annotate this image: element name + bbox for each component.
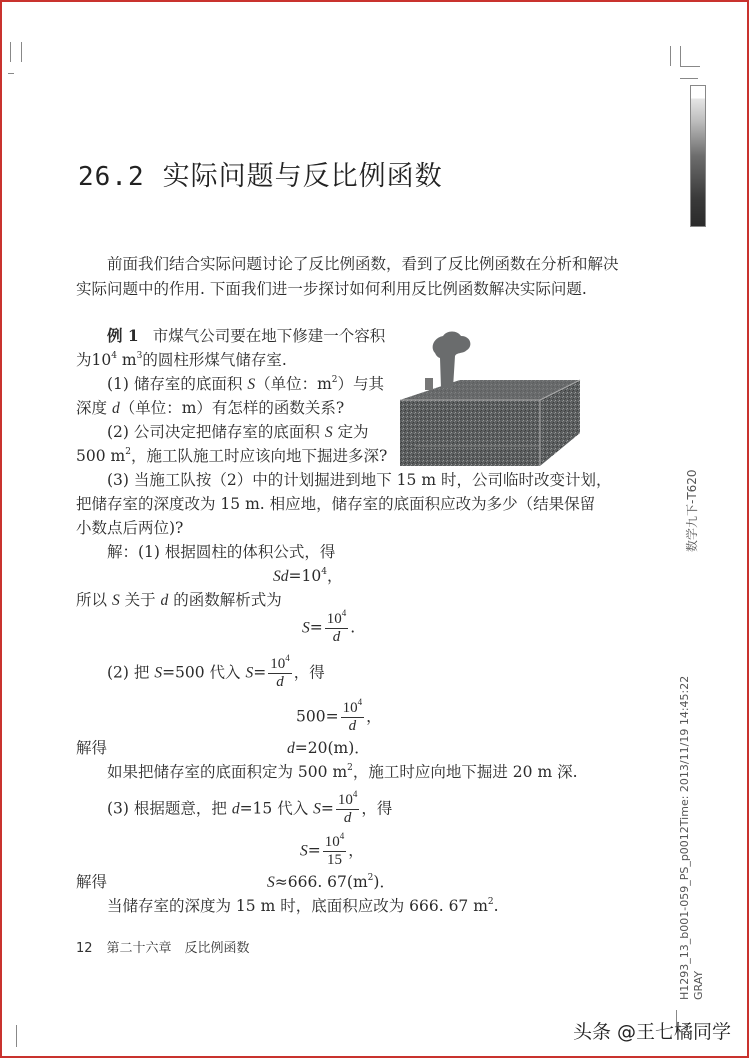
text: m [116, 351, 137, 369]
denominator: d [348, 718, 357, 734]
grayscale-calibration-bar [690, 85, 706, 227]
superscript: 4 [357, 697, 363, 707]
crop-mark-top-right [670, 46, 671, 66]
text: . [493, 897, 499, 915]
watermark: 头条 @王七橘同学 [572, 1021, 731, 1043]
text: 10 [326, 611, 342, 627]
numerator [325, 608, 349, 629]
fraction [325, 608, 349, 646]
fraction [336, 789, 360, 827]
text: 为10 [76, 351, 112, 369]
intro-line-2: 实际问题中的作用. 下面我们进一步探讨如何利用反比例函数解决实际问题. [76, 280, 587, 298]
section-title [78, 154, 443, 193]
denominator: d [343, 810, 352, 826]
example-text-1: 市煤气公司要在地下修建一个容积 [152, 327, 386, 345]
variable-S: S [313, 800, 321, 818]
equation-s-over-15 [300, 831, 364, 869]
text: =10 [288, 567, 322, 585]
text: 如果把储存室的底面积定为 500 m [107, 763, 348, 781]
example-label: 例 1 [107, 326, 139, 345]
text: =20(m)． [294, 739, 370, 757]
superscript: 4 [352, 789, 358, 799]
solve-label-1: 解得 [76, 739, 108, 757]
text: 10 [342, 700, 358, 716]
text: ≈666. 67(m [274, 873, 368, 891]
print-info-vertical: H1293_13_b001-059_PS_p0012Time: 2013/11/19 14:45:22 [678, 675, 691, 1000]
text: 所以 [76, 591, 112, 609]
variable-d: d [287, 740, 295, 757]
superscript: 4 [285, 653, 290, 663]
question-3-line-2: 把储存室的深度改为 15 m. 相应地，储存室的底面积应改为多少（结果保留 [76, 495, 596, 513]
text: 深度 [76, 399, 112, 417]
solution-1-intro: 解：(1) 根据圆柱的体积公式，得 [107, 543, 336, 561]
fraction [341, 697, 365, 735]
equation-sd [273, 566, 342, 587]
text: 500= [296, 707, 339, 726]
superscript: 2 [487, 897, 494, 907]
book-code-vertical: 数学九下-T620 [685, 469, 699, 552]
superscript: 3 [136, 351, 143, 361]
denominator: d [332, 629, 341, 645]
equation-s-equals-fraction [302, 608, 356, 646]
text: (1) 储存室的底面积 [107, 375, 248, 393]
variable-S: S [154, 664, 163, 682]
section-title-text: 实际问题与反比例函数 [162, 161, 443, 192]
superscript: 2 [331, 375, 338, 385]
text: ，施工队施工时应该向地下掘进多深? [130, 447, 388, 465]
text: . [350, 618, 356, 637]
variable-d: d [231, 800, 240, 818]
numerator [341, 697, 365, 718]
variable-d: d [160, 592, 169, 609]
text: = [307, 841, 321, 860]
solution-3-intro [107, 789, 393, 827]
numerator [323, 831, 347, 852]
question-3-line-1: (3) 当施工队按（2）中的计划掘进到地下 15 m 时，公司临时改变计划， [107, 471, 612, 489]
crop-mark-top-right-4 [680, 78, 698, 79]
superscript: 4 [341, 608, 347, 618]
superscript: 2 [125, 447, 131, 457]
text: （单位：m [255, 375, 332, 393]
equation-d-20 [287, 738, 370, 759]
text: =15 代入 [239, 799, 314, 818]
text: 10 [270, 656, 286, 672]
page-footer [76, 937, 250, 956]
gas-storage-illustration [395, 328, 585, 466]
superscript: 2 [347, 763, 353, 773]
text: = [253, 663, 267, 682]
text: 500 m [76, 447, 126, 465]
solution-3-conclusion [107, 896, 499, 916]
question-1-line-1 [107, 374, 384, 395]
crop-mark-top-left-2 [21, 42, 22, 62]
variable-d: d [111, 400, 120, 417]
text: (2) 把 [107, 663, 155, 682]
crop-mark-top-left-3 [8, 73, 14, 74]
crop-mark-top-left [10, 42, 11, 62]
superscript: 4 [321, 567, 327, 577]
denominator: d [276, 674, 284, 690]
question-2-line-2 [76, 446, 387, 466]
text: (2) 公司决定把储存室的底面积 [107, 423, 325, 441]
text: ，得 [293, 663, 325, 682]
superscript: 4 [111, 351, 117, 361]
superscript: 4 [339, 831, 345, 841]
variable-S: S [245, 664, 254, 682]
variable-S: S [300, 842, 308, 860]
variable-S: S [111, 592, 120, 609]
equation-500 [296, 697, 382, 735]
text: ，得 [361, 799, 393, 818]
variable-S: S [247, 376, 256, 393]
chapter-title: 第二十六章 反比例函数 [106, 941, 250, 956]
crop-mark-top-right-2 [680, 46, 681, 66]
text: ， [366, 707, 382, 726]
text: 的函数解析式为 [168, 591, 282, 609]
text: )． [373, 873, 395, 891]
solution-1-conclusion [76, 590, 282, 611]
text: ， [348, 841, 364, 860]
text: 10 [324, 834, 340, 850]
solve-label-2: 解得 [76, 873, 108, 891]
superscript: 2 [367, 873, 374, 883]
text: ）与其 [337, 375, 385, 393]
intro-line-1: 前面我们结合实际问题讨论了反比例函数，看到了反比例函数在分析和解决 [107, 255, 619, 273]
variable-S: S [267, 874, 275, 891]
equation-s-approx [267, 872, 395, 893]
numerator [336, 789, 360, 810]
text: =500 代入 [162, 663, 246, 682]
print-info-gray-vertical: GRAY [692, 970, 705, 1000]
denominator: 15 [327, 852, 342, 868]
text: ， [326, 567, 343, 585]
text: = [320, 799, 334, 818]
text: （单位：m）有怎样的函数关系? [119, 399, 345, 417]
fraction [323, 831, 347, 869]
section-number: 26.2 [78, 162, 145, 192]
example-heading [107, 326, 385, 346]
text: 的圆柱形煤气储存室. [142, 351, 287, 369]
variable-S: S [324, 424, 333, 441]
variable-S: S [302, 619, 310, 637]
example-line-2 [76, 350, 287, 370]
text: ，施工时应向地下掘进 20 m 深. [352, 763, 578, 781]
solution-2-intro [107, 653, 325, 691]
fraction [268, 653, 292, 691]
question-2-line-1 [107, 422, 369, 443]
solution-2-conclusion [107, 762, 578, 782]
text: (3) 根据题意，把 [107, 799, 232, 818]
text: = [309, 618, 323, 637]
question-1-line-2 [76, 398, 344, 419]
text: 定为 [332, 423, 369, 441]
storage-box-image [395, 328, 585, 466]
text: 关于 [119, 591, 161, 609]
question-3-line-3: 小数点后两位)? [76, 519, 184, 537]
text: 10 [337, 792, 353, 808]
text: 当储存室的深度为 15 m 时，底面积应改为 666. 67 m [107, 897, 488, 915]
crop-mark-bottom-left [16, 1025, 17, 1047]
page-number: 12 [76, 941, 93, 956]
variable-Sd: Sd [273, 568, 289, 585]
crop-mark-top-right-3 [680, 66, 700, 67]
numerator [268, 653, 292, 674]
